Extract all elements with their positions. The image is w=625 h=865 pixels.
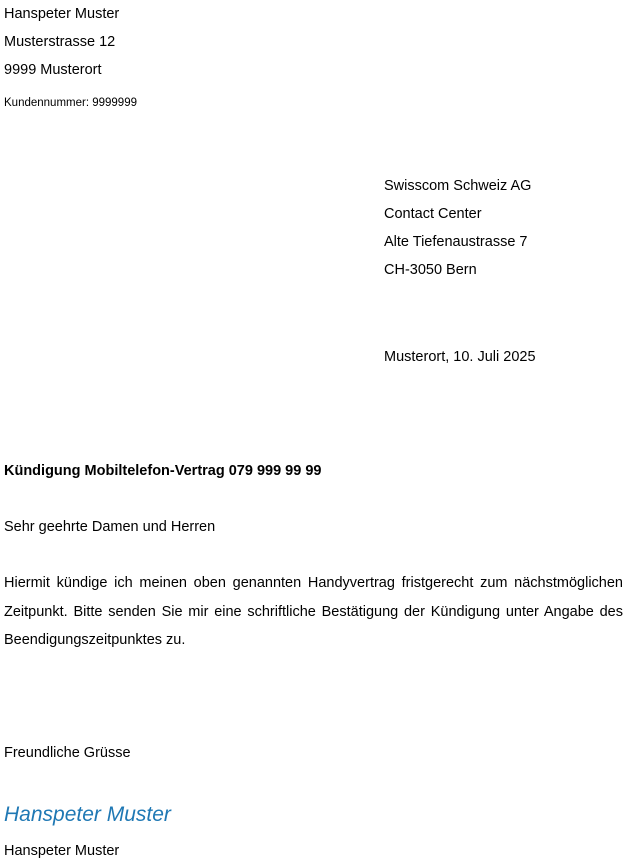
closing-greeting: Freundliche Grüsse	[4, 745, 131, 761]
salutation: Sehr geehrte Damen und Herren	[4, 519, 216, 535]
recipient-address	[384, 172, 531, 284]
handwritten-signature: Hanspeter Muster	[4, 803, 171, 826]
recipient-city: CH-3050 Bern	[384, 262, 477, 278]
sender-name: Hanspeter Muster	[4, 6, 120, 22]
letter-subject: Kündigung Mobiltelefon-Vertrag 079 999 99 99	[4, 463, 322, 479]
customer-number: Kundennummer: 9999999	[4, 97, 137, 109]
sender-street: Musterstrasse 12	[4, 34, 116, 50]
recipient-department: Contact Center	[384, 206, 482, 222]
recipient-company: Swisscom Schweiz AG	[384, 178, 532, 194]
sender-city: 9999 Musterort	[4, 62, 102, 78]
letter-body: Hiermit kündige ich meinen oben genannten Handyvertrag fristgerecht zum nächstmöglichen Zeitpunkt. Bitte senden Sie mir eine schriftliche Bestätigung der Kündigung unter Angabe des Beendigungszeitpunktes zu.	[4, 575, 623, 648]
place-date: Musterort, 10. Juli 2025	[384, 349, 536, 365]
recipient-street: Alte Tiefenaustrasse 7	[384, 234, 528, 250]
printed-name: Hanspeter Muster	[4, 843, 120, 859]
sender-address	[4, 0, 119, 84]
